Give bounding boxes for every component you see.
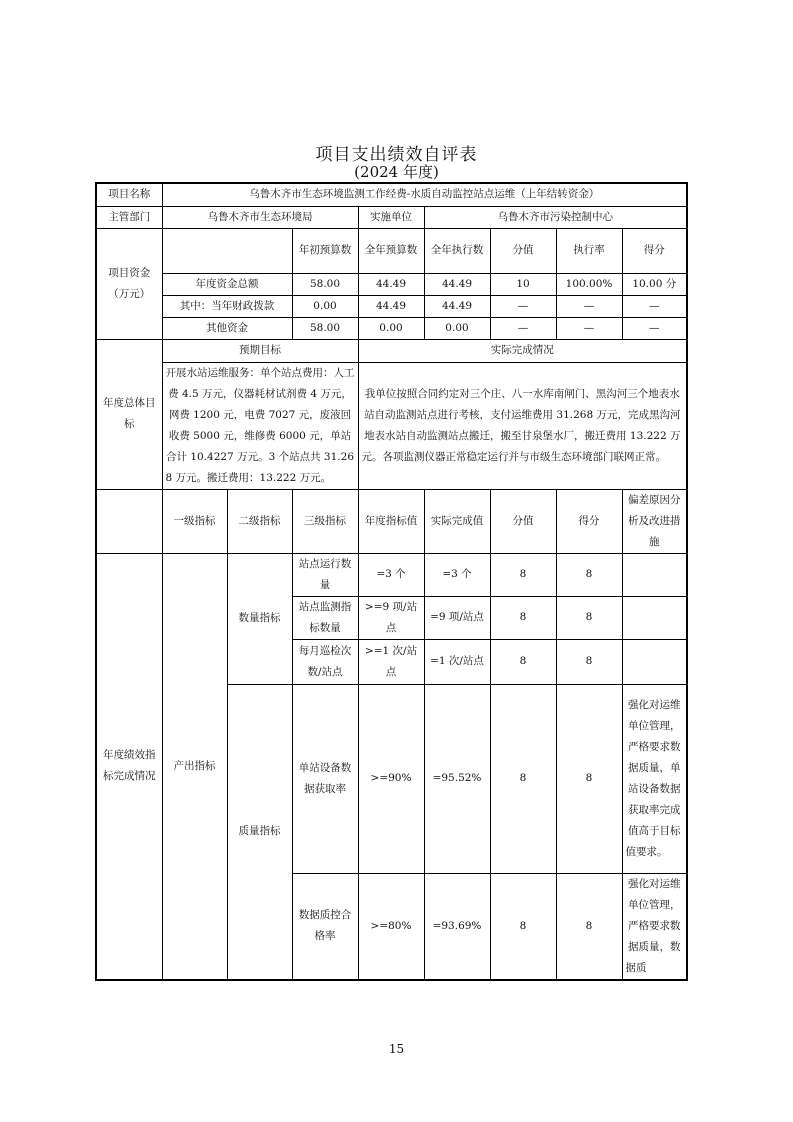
funds-header: 分值 xyxy=(490,228,556,273)
funds-cell: 0.00 xyxy=(292,295,358,317)
table-row xyxy=(96,362,687,489)
funds-cell: 44.49 xyxy=(424,295,490,317)
funds-cell: — xyxy=(490,317,556,339)
indicator-note: 强化对运维单位管理，严格要求数据质量，单站设备数据获取率完成值高于目标值要求。 xyxy=(622,684,687,873)
funds-header: 年初预算数 xyxy=(292,228,358,273)
funds-label: 项目资金（万元） xyxy=(96,228,162,339)
table-row xyxy=(96,295,687,317)
funds-cell: 100.00% xyxy=(556,273,622,295)
quantity-indicator-label: 数量指标 xyxy=(227,553,292,684)
indicator-actual: =93.69% xyxy=(424,873,490,980)
funds-header: 执行率 xyxy=(556,228,622,273)
indicator-header: 三级指标 xyxy=(292,489,358,553)
table-row xyxy=(96,228,687,273)
dept-value: 乌鲁木齐市生态环境局 xyxy=(162,206,358,228)
actual-header: 实际完成情况 xyxy=(358,339,687,362)
funds-cell: — xyxy=(556,317,622,339)
funds-cell: — xyxy=(490,295,556,317)
table-row xyxy=(96,553,687,596)
indicator-actual: =9 项/站点 xyxy=(424,596,490,639)
indicator-target: >=9 项/站点 xyxy=(358,596,424,639)
indicator-actual: =1 次/站点 xyxy=(424,639,490,684)
funds-cell: 44.49 xyxy=(424,273,490,295)
indicator-actual: =95.52% xyxy=(424,684,490,873)
funds-cell: — xyxy=(622,317,687,339)
indicator-header: 二级指标 xyxy=(227,489,292,553)
funds-cell: — xyxy=(622,295,687,317)
indicator-name: 数据质控合格率 xyxy=(292,873,358,980)
indicator-value: 8 xyxy=(490,873,556,980)
performance-table xyxy=(95,182,688,981)
funds-cell: 58.00 xyxy=(292,317,358,339)
indicators-section-label: 年度绩效指标完成情况 xyxy=(96,553,162,980)
funds-cell: 44.49 xyxy=(358,273,424,295)
funds-cell: 44.49 xyxy=(358,295,424,317)
indicator-score: 8 xyxy=(556,553,622,596)
table-row xyxy=(96,317,687,339)
actual-completion-text: 我单位按照合同约定对三个庄、八一水库南闸门、黑沟河三个地表水站自动监测站点进行考核，支付运维费用 31.268 万元，完成黑沟河地表水站自动监测站点搬迁，搬至甘泉堡水厂，搬迁费用 13.222 万元。各项监测仪器正常稳定运行并与市级生态环境部门联网正常。 xyxy=(358,362,687,489)
indicator-name: 单站设备数据获取率 xyxy=(292,684,358,873)
page-title: 项目支出绩效自评表 xyxy=(315,145,478,165)
funds-cell: 10 xyxy=(490,273,556,295)
indicator-score: 8 xyxy=(556,639,622,684)
indicator-score: 8 xyxy=(556,596,622,639)
level1-indicator: 产出指标 xyxy=(162,553,227,980)
indicator-score: 8 xyxy=(556,873,622,980)
expected-goal-text: 开展水站运维服务：单个站点费用：人工费 4.5 万元，仪器耗材试剂费 4 万元，网费 1200 元，电费 7027 元，废液回收费 5000 元，维修费 6000 元，单站合计 10.4227 万元。3 个站点共 31.268 万元。搬迁费用：13.222 万元。 xyxy=(162,362,358,489)
impl-label: 实施单位 xyxy=(358,206,424,228)
indicator-name: 每月巡检次数/站点 xyxy=(292,639,358,684)
funds-header: 全年预算数 xyxy=(358,228,424,273)
funds-cell: — xyxy=(556,295,622,317)
funds-row-name: 其他资金 xyxy=(162,317,292,339)
indicator-target: >=90% xyxy=(358,684,424,873)
funds-cell: 0.00 xyxy=(358,317,424,339)
impl-value: 乌鲁木齐市污染控制中心 xyxy=(424,206,687,228)
indicator-score: 8 xyxy=(556,684,622,873)
table-row xyxy=(96,183,687,206)
table-row xyxy=(96,339,687,362)
expected-header: 预期目标 xyxy=(162,339,358,362)
goals-label: 年度总体目标 xyxy=(96,339,162,489)
funds-cell: 0.00 xyxy=(424,317,490,339)
page-subtitle: (2024 年度) xyxy=(354,163,439,181)
funds-cell: 10.00 分 xyxy=(622,273,687,295)
indicator-header: 偏差原因分析及改进措施 xyxy=(622,489,687,553)
indicator-value: 8 xyxy=(490,639,556,684)
indicator-name: 站点运行数量 xyxy=(292,553,358,596)
table-row xyxy=(96,489,687,553)
funds-row-name: 其中：当年财政拨款 xyxy=(162,295,292,317)
indicator-actual: =3 个 xyxy=(424,553,490,596)
indicator-header: 分值 xyxy=(490,489,556,553)
indicator-header-blank xyxy=(96,489,162,553)
indicator-value: 8 xyxy=(490,596,556,639)
quality-indicator-label: 质量指标 xyxy=(227,684,292,980)
indicator-target: =3 个 xyxy=(358,553,424,596)
page-number: 15 xyxy=(388,1042,405,1056)
indicator-header: 得分 xyxy=(556,489,622,553)
indicator-note: 强化对运维单位管理，严格要求数据质量，数据质 xyxy=(622,873,687,980)
funds-header: 得分 xyxy=(622,228,687,273)
project-name: 乌鲁木齐市生态环境监测工作经费-水质自动监控站点运维（上年结转资金） xyxy=(162,183,687,206)
funds-cell: 58.00 xyxy=(292,273,358,295)
indicator-header: 一级指标 xyxy=(162,489,227,553)
table-row xyxy=(96,273,687,295)
indicator-note xyxy=(622,553,687,596)
table-row xyxy=(96,206,687,228)
funds-row-name: 年度资金总额 xyxy=(162,273,292,295)
indicator-value: 8 xyxy=(490,684,556,873)
funds-header: 全年执行数 xyxy=(424,228,490,273)
project-name-label: 项目名称 xyxy=(96,183,162,206)
indicator-header: 实际完成值 xyxy=(424,489,490,553)
dept-label: 主管部门 xyxy=(96,206,162,228)
indicator-target: >=1 次/站点 xyxy=(358,639,424,684)
indicator-note xyxy=(622,596,687,639)
indicator-note xyxy=(622,639,687,684)
indicator-name: 站点监测指标数量 xyxy=(292,596,358,639)
indicator-target: >=80% xyxy=(358,873,424,980)
indicator-value: 8 xyxy=(490,553,556,596)
indicator-header: 年度指标值 xyxy=(358,489,424,553)
funds-header-blank xyxy=(162,228,292,273)
